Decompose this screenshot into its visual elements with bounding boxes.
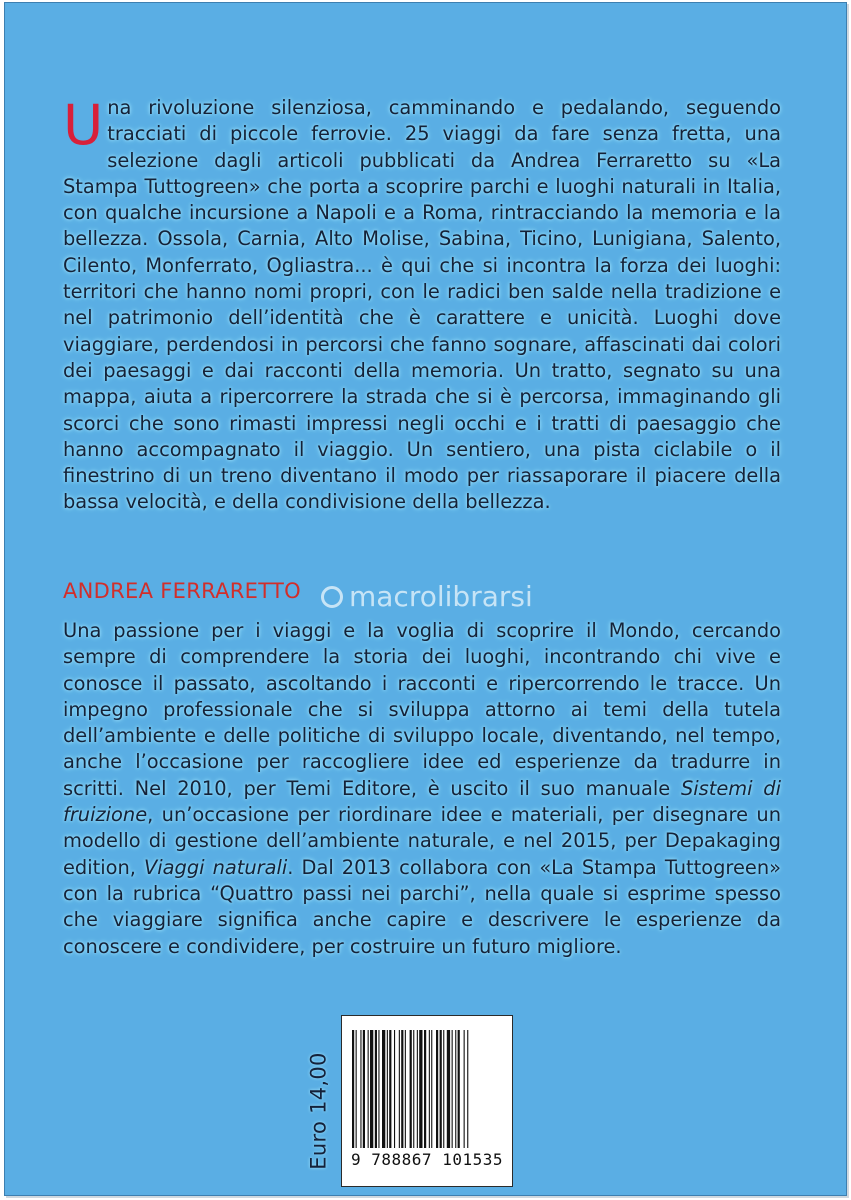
watermark-text: macrolibrarsi [349, 580, 533, 613]
barcode-bar [419, 1030, 422, 1148]
drop-cap: U [63, 93, 104, 157]
barcode [341, 1015, 513, 1187]
author-heading: ANDREA FERRARETTO [63, 579, 301, 603]
barcode-bar [378, 1030, 379, 1148]
barcode-bars [352, 1030, 504, 1148]
barcode-bar [360, 1030, 361, 1148]
barcode-bar [440, 1030, 442, 1148]
barcode-bar [368, 1030, 369, 1148]
barcode-bar [375, 1030, 377, 1148]
barcode-bar [370, 1030, 373, 1148]
book-title-sistemi: Sistemi di fruizione [63, 776, 781, 827]
barcode-bar [452, 1030, 453, 1148]
barcode-bar [405, 1030, 406, 1148]
barcode-bar [424, 1030, 426, 1148]
isbn-number: 9 788867 101535 [351, 1150, 503, 1169]
barcode-bar [410, 1030, 412, 1148]
barcode-bar [417, 1030, 418, 1148]
barcode-bar [389, 1030, 391, 1148]
barcode-bar [458, 1030, 460, 1148]
barcode-bar [464, 1030, 465, 1148]
barcode-bar [356, 1030, 357, 1148]
back-cover [4, 2, 847, 1196]
bio-part-1: Una passione per i viaggi e la voglia di scoprire il Mondo, cercando sempre di comprendere la storia dei luoghi, incontrando chi vive e conosce il passato, ascoltando i racconti e ripercorrendo le tracce. Un impegno professionale che si sviluppa attorno ai temi della tutela dell’ambiente e delle politiche di sviluppo locale, diventando, nel tempo, anche l’occasione per raccogliere idee ed esperienze da tradurre in scritti. Nel 2010, per Temi Editore, è uscito il suo manuale [63, 619, 781, 800]
bio-part-2: , un’occasione per riordinare idee e materiali, per disegnare un modello di gestione dell’ambiente naturale, e nel 2015, per Depakaging edition, [63, 803, 781, 879]
price-label [298, 1031, 340, 1191]
bio-part-3: . Dal 2013 collabora con «La Stampa Tuttogreen» con la rubrica “Quattro passi nei parchi”, nella quale si esprime spesso che viaggiare significa anche capire e descrivere le esperienze da conoscere e condividere, per costruire un futuro migliore. [63, 855, 781, 958]
barcode-bar [413, 1030, 414, 1148]
barcode-bar [399, 1030, 400, 1148]
barcode-bar [431, 1030, 432, 1148]
barcode-bar [467, 1030, 468, 1148]
barcode-bar [394, 1030, 395, 1148]
watermark-logo-icon [321, 586, 343, 608]
barcode-bar [443, 1030, 444, 1148]
watermark [321, 580, 533, 613]
book-blurb [63, 95, 781, 516]
barcode-bar [447, 1030, 450, 1148]
barcode-bar [401, 1030, 403, 1148]
barcode-bar [387, 1030, 388, 1148]
blurb-text: na rivoluzione silenziosa, camminando e pedalando, seguendo tracciati di piccole ferrovie. 25 viaggi da fare senza fretta, una selezione dagli articoli pubblicati da Andrea Ferraretto su «La Stampa Tuttogreen» che porta a scoprire parchi e luoghi naturali in Italia, con qualche incursione a Napoli e a Roma, rintracciando la memoria e la bellezza. Ossola, Carnia, Alto Molise, Sabina, Ticino, Lunigiana, Salento, Cilento, Monferrato, Ogliastra... è qui che si incontra la forza dei luoghi: territori che hanno nomi propri, con le radici ben salde nella tradizione e nel patrimonio dell’identità che è carattere e unicità. Luoghi dove viaggiare, perdendosi in percorsi che fanno sognare, affascinati dai colori dei paesaggi e dai racconti della memoria. Un tratto, segnato su una mappa, aiuta a ripercorrere la strada che si è percorsa, immaginando gli scorci che sono rimasti impressi negli occhi e i tratti di paesaggio che hanno accompagnato il viaggio. Un sentiero, una pista ciclabile o il finestrino di un treno diventano il modo per riassaporare il piacere della bassa velocità, e della condivisione della bellezza. [63, 96, 781, 514]
barcode-bar [436, 1030, 438, 1148]
barcode-bar [352, 1030, 354, 1148]
barcode-bar [429, 1030, 430, 1148]
book-title-viaggi: Viaggi naturali [144, 855, 288, 879]
author-bio [63, 618, 781, 960]
barcode-bar [363, 1030, 365, 1148]
barcode-bar [455, 1030, 456, 1148]
barcode-bar [382, 1030, 385, 1148]
price-text: Euro 14,00 [307, 1052, 331, 1170]
